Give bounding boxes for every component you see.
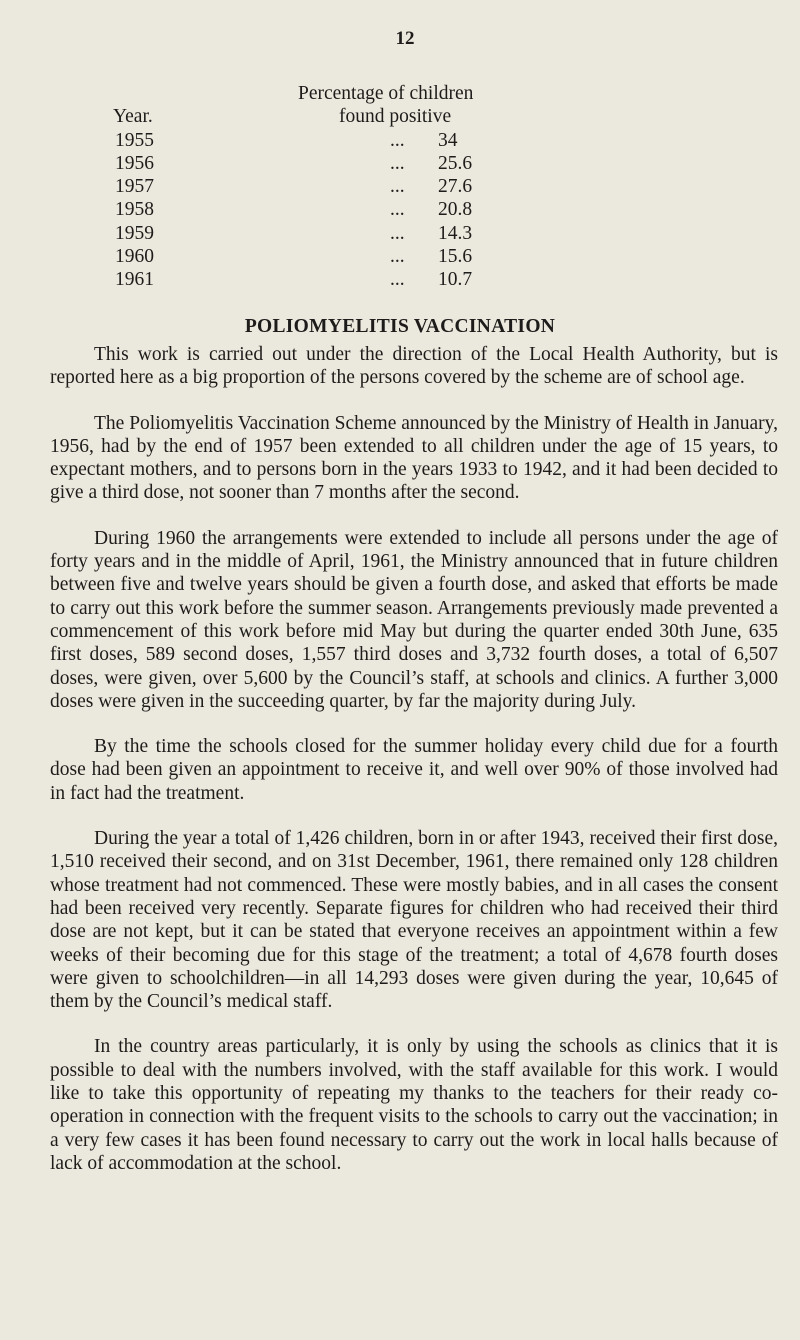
value-cell: 10.7 — [438, 269, 473, 291]
column-header-year: Year. — [113, 106, 153, 128]
paragraph: The Poliomyelitis Vaccination Scheme announced by the Ministry of Health in January, 1956, had by the end of 1957 been extended to all children under the age of 15 years, to expectant mothers, and to persons born in the years 1933 to 1942, and it had been decided to give a third dose, not sooner than 7 months after the second. — [50, 412, 778, 504]
year-cell: 1955 — [115, 129, 154, 151]
value-cell: 20.8 — [438, 199, 473, 221]
year-cell: 1960 — [115, 246, 154, 268]
paragraph: By the time the schools closed for the summer holiday every child due for a fourth dose had been given an appointment to receive it, and well over 90% of those involved had in fact had the treatment. — [50, 736, 778, 804]
dot-leader: ... — [390, 199, 405, 221]
year-cell: 1957 — [115, 176, 154, 198]
table-row — [113, 222, 633, 245]
value-cell: 15.6 — [438, 246, 473, 268]
paragraph: During the year a total of 1,426 children, born in or after 1943, received their first dose, 1,510 received their second, and on 31st December, 1961, there remained only 128 children whose treatment had not commenced. These were mostly babies, and in all cases the consent had been received very recently. Separate figures for children who had received their third dose are not kept, but it can be stated that everyone receives an appointment within a few weeks of their becoming due for this stage of the treatment; a total of 4,678 fourth doses were given to schoolchildren—in all 14,293 doses were given during the year, 10,645 of them by the Council’s medical staff. — [50, 828, 778, 1013]
dot-leader: ... — [390, 176, 405, 198]
page-number: 12 — [395, 28, 415, 49]
year-cell: 1959 — [115, 222, 154, 244]
dot-leader: ... — [390, 269, 405, 291]
table-row — [113, 268, 633, 291]
paragraph: This work is carried out under the direction of the Local Health Authority, but is reported here as a big proportion of the persons covered by the scheme are of school age. — [50, 344, 778, 389]
table-row — [113, 175, 633, 198]
dot-leader: ... — [390, 222, 405, 244]
value-cell: 34 — [438, 129, 458, 151]
table-row — [113, 129, 633, 152]
value-cell: 14.3 — [438, 222, 473, 244]
paragraph: During 1960 the arrangements were extended to include all persons under the age of forty years and in the middle of April, 1961, the Ministry announced that in future children between five and twelve years should be given a fourth dose, and asked that efforts be made to carry out this work before the summer season. Arrangements previously made prevented a commencement of this work before mid May but during the quarter ended 30th June, 635 first doses, 589 second doses, 1,557 third doses and 3,732 fourth doses, a total of 6,507 doses, were given, over 5,600 by the Council’s staff, at schools and clinics. A further 3,000 doses were given in the succeeding quarter, by far the majority during July. — [50, 527, 778, 712]
table-row — [113, 152, 633, 175]
year-cell: 1961 — [115, 269, 154, 291]
dot-leader: ... — [390, 152, 405, 174]
dot-leader: ... — [390, 129, 405, 151]
column-header-percentage-line2: found positive — [339, 106, 452, 128]
value-cell: 25.6 — [438, 152, 473, 174]
table-row — [113, 245, 633, 268]
year-cell: 1956 — [115, 152, 154, 174]
body-text — [50, 343, 778, 1197]
paragraph: In the country areas particularly, it is only by using the schools as clinics that it is possible to deal with the numbers involved, with the staff available for this work. I would like to take this opportunity of repeating my thanks to the teachers for their ready co-operation in connection with the frequent visits to the schools to carry out the vaccination; in a very few cases it has been found necessary to carry out the work in local halls because of lack of accommodation at the school. — [50, 1036, 778, 1174]
year-cell: 1958 — [115, 199, 154, 221]
table-row — [113, 198, 633, 221]
dot-leader: ... — [390, 246, 405, 268]
section-heading: POLIOMYELITIS VACCINATION — [244, 316, 556, 337]
column-header-percentage-line1: Percentage of children — [298, 83, 474, 104]
value-cell: 27.6 — [438, 176, 473, 198]
